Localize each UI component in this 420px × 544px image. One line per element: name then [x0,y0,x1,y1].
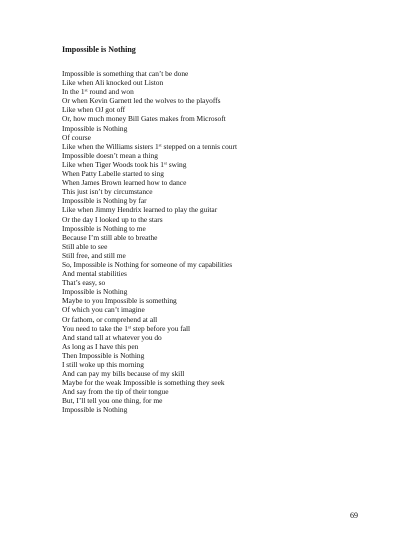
poem-line [62,333,237,342]
poem-line [62,360,237,369]
poem-line-text: swing [166,159,187,169]
poem-line-text: stepped on a tennis court [161,141,237,151]
poem-line [62,142,237,151]
poem-line [62,78,237,87]
poem-line [62,196,237,205]
poem-line [62,405,237,414]
poem-line [62,114,237,123]
poem-title: Impossible is Nothing [62,45,136,54]
poem-line-text: That’s easy, so [62,278,106,288]
poem-line-text: Of course [62,132,91,142]
poem-line-text: I still woke up this morning [62,360,144,369]
poem-body [62,69,237,415]
poem-line-text: Because I’m still able to breathe [62,232,158,242]
poem-line-text: You need to take the 1 [62,323,128,333]
poem-line-text: Like when Ali knocked out Liston [62,78,164,88]
page-number: 69 [350,511,358,520]
ordinal-superscript: st [84,87,88,93]
poem-line-text: And stand tall at whatever you do [62,332,162,342]
poem-line-text: Impossible is something that can’t be done [62,69,189,78]
poem-line [62,315,237,324]
poem-line-text: Impossible doesn’t mean a thing [62,150,158,160]
poem-line-text: Like when Tiger Woods took his 1 [62,159,164,169]
ordinal-superscript: st [127,324,131,330]
poem-line [62,378,237,387]
poem-line [62,369,237,378]
poem-line-text: Still free, and still me [62,250,126,260]
poem-line [62,96,237,105]
poem-line [62,342,237,351]
poem-line-text: Of which you can’t imagine [62,305,145,315]
poem-line-text: Impossible is Nothing [62,123,128,133]
poem-line-text: Still able to see [62,241,108,251]
poem-line-text: Then Impossible is Nothing [62,350,145,360]
poem-line [62,151,237,160]
poem-line [62,251,237,260]
poem-line-text: This just isn’t by circumstance [62,187,153,197]
poem-line [62,269,237,278]
poem-line-text: And can pay my bills because of my skill [62,369,185,379]
ordinal-superscript: st [163,160,167,166]
poem-line [62,69,237,78]
poem-line [62,296,237,305]
poem-line [62,169,237,178]
poem-line [62,396,237,405]
poem-line [62,124,237,133]
poem-line-text: As long as I have this pen [62,341,139,351]
poem-line-text: And say from the tip of their tongue [62,387,169,397]
poem-line [62,178,237,187]
poem-line-text: Impossible is Nothing [62,405,128,415]
poem-line [62,160,237,169]
poem-line-text: Impossible is Nothing to me [62,223,146,233]
poem-line [62,324,237,333]
poem-line [62,387,237,396]
poem-line [62,260,237,269]
poem-line-text: So, Impossible is Nothing for someone of my capabilities [62,259,233,269]
poem-line [62,105,237,114]
poem-line [62,215,237,224]
poem-line-text: Impossible is Nothing by far [62,196,147,206]
poem-line [62,287,237,296]
poem-line [62,305,237,314]
poem-line [62,242,237,251]
poem-line-text: Or when Kevin Garnett led the wolves to the playoffs [62,96,221,106]
poem-line-text: Or the day I looked up to the stars [62,214,163,224]
poem-line-text: Or fathom, or comprehend at all [62,314,158,324]
poem-line-text: And mental stabilities [62,269,127,279]
poem-line [62,224,237,233]
poem-line-text: When Patty Labelle started to sing [62,169,165,179]
poem-line-text: Impossible is Nothing [62,287,128,297]
poem-line [62,187,237,196]
poem-line-text: But, I’ll tell you one thing, for me [62,396,163,406]
poem-line [62,205,237,214]
poem-line-text: Maybe for the weak Impossible is something they seek [62,378,225,388]
poem-line-text: Maybe to you Impossible is something [62,296,177,306]
poem-line-text: In the 1 [62,87,85,97]
ordinal-superscript: st [158,142,162,148]
poem-line [62,87,237,96]
poem-line-text: step before you fall [130,323,191,333]
poem-line [62,351,237,360]
poem-line-text: When James Brown learned how to dance [62,178,187,188]
poem-line-text: Like when Jimmy Hendrix learned to play the guitar [62,205,218,215]
poem-line-text: Like when OJ got off [62,105,126,115]
poem-line-text: Like when the Williams sisters 1 [62,141,159,151]
poem-line [62,278,237,287]
poem-line-text: Or, how much money Bill Gates makes from Microsoft [62,114,226,124]
poem-line-text: round and won [87,87,134,97]
poem-line [62,133,237,142]
poem-line [62,233,237,242]
